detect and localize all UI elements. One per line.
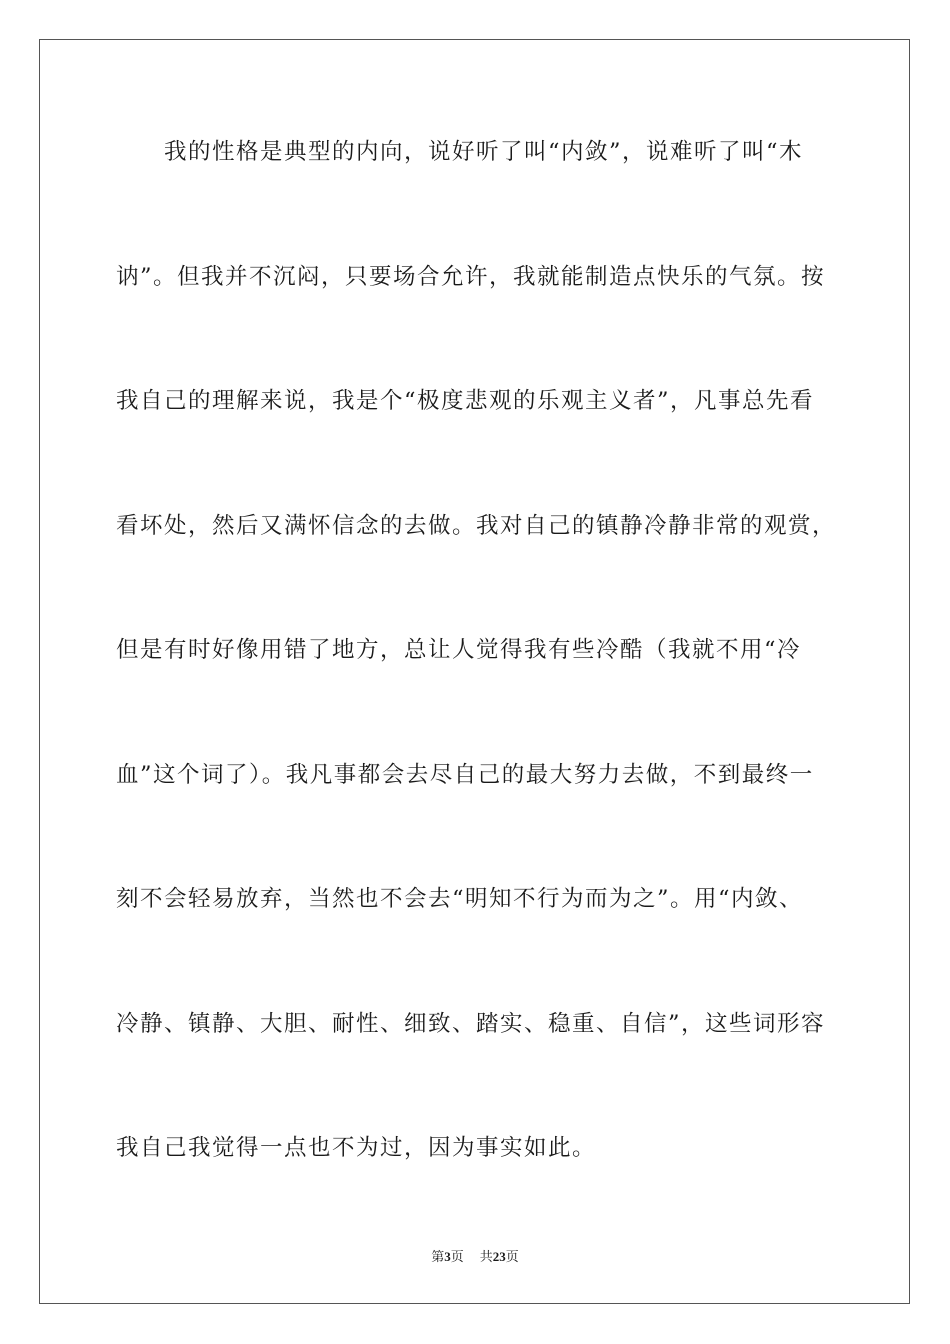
paragraph-line-5: 但是有时好像用错了地方，总让人觉得我有些冷酷（我就不用“冷: [116, 637, 802, 663]
paragraph-line-6: 血”这个词了）。我凡事都会去尽自己的最大努力去做，不到最终一: [116, 762, 814, 788]
page-label-prefix: 第: [431, 1250, 445, 1265]
total-pages: 23: [492, 1249, 506, 1264]
page-label-suffix: 页: [450, 1250, 464, 1265]
paragraph-line-7: 刻不会轻易放弃，当然也不会去“明知不行为而为之”。用“内敛、: [116, 886, 804, 912]
paragraph-line-4: 看坏处，然后又满怀信念的去做。我对自己的镇静冷静非常的观赏，: [116, 513, 837, 539]
page-footer: [0, 1248, 950, 1267]
paragraph-line-3: 我自己的理解来说，我是个“极度悲观的乐观主义者”，凡事总先看: [116, 388, 815, 414]
page-number: 3: [444, 1249, 451, 1264]
page-border: [39, 39, 910, 1304]
paragraph-line-1: 我的性格是典型的内向，说好听了叫“内敛”，说难听了叫“木: [164, 139, 804, 165]
paragraph-line-8: 冷静、镇静、大胆、耐性、细致、踏实、稳重、自信”，这些词形容: [116, 1011, 826, 1037]
total-label-suffix: 页: [505, 1250, 519, 1265]
paragraph-line-9: 我自己我觉得一点也不为过，因为事实如此。: [116, 1135, 597, 1161]
paragraph-line-2: 讷”。但我并不沉闷，只要场合允许，我就能制造点快乐的气氛。按: [116, 264, 826, 290]
total-label-prefix: 共: [479, 1250, 493, 1265]
